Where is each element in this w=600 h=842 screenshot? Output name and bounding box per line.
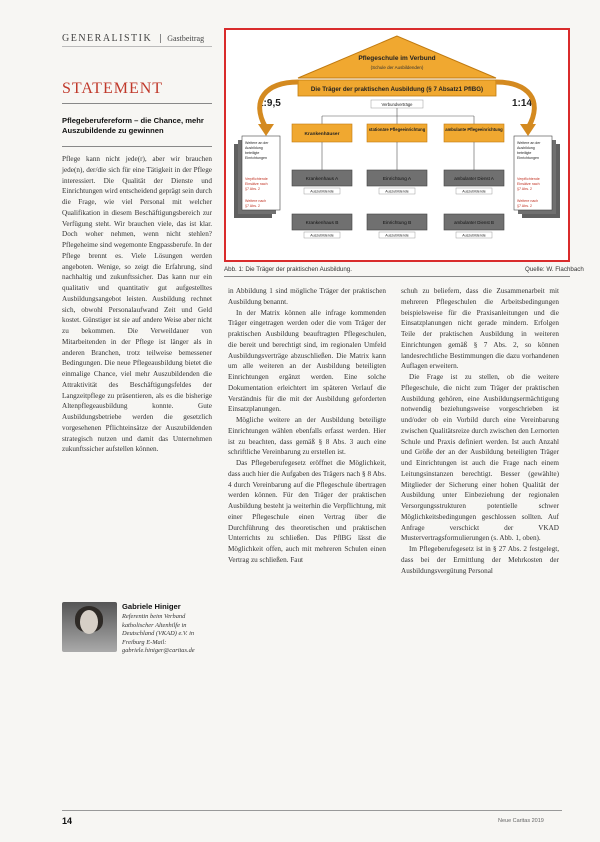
paragraph: Im Pflegeberufegesetz ist in § 27 Abs. 2 festgelegt, dass bei der Ermittlung der Mehrkosten der Ausbildungsvergütung Personal (401, 545, 559, 575)
column-2 (228, 286, 386, 566)
svg-text:§7 Abs. 2: §7 Abs. 2 (517, 187, 532, 191)
main-bar-label: Die Träger der praktischen Ausbildung (§ 7 Absatz1 PflBG) (310, 86, 484, 93)
arrow-left-head (258, 124, 274, 136)
svg-text:Ausbildung: Ausbildung (517, 146, 535, 150)
author-name: Gabriele Hiniger (122, 602, 181, 611)
svg-text:Einsätze nach: Einsätze nach (517, 182, 540, 186)
small-label-2: Auszubildende (385, 189, 409, 194)
svg-text:Verpflichtende: Verpflichtende (245, 177, 268, 181)
svg-text:Weitere nach: Weitere nach (245, 199, 267, 203)
low-box-label-3: ambulanter Dienst B (454, 220, 494, 225)
figure-source: Quelle: W. Flachbach (525, 266, 584, 273)
svg-text:Einrichtungen: Einrichtungen (517, 156, 539, 160)
paragraph: In der Matrix können alle infrage kommenden Träger eingetragen werden oder die vom Träger der praktischen Ausbildung beauftragten Pflegeschulen, die bereit und berechtigt sind, im regionalen Umfeld Ausbildungsverträge abzuschließen. Die Matrix kann um alle weiteren an der Ausbildung beteiligten Einrichtungen ergänzt werden. Eine solche Dokumentation erleichtert im späteren Verlauf die Verständnis für die mit der Ausbildung geforderten Einsatzplanungen. (228, 308, 386, 414)
figure-caption: Abb. 1: Die Träger der praktischen Ausbildung. (224, 266, 352, 273)
section-label: GENERALISTIK (62, 33, 153, 44)
top-box-label-1: Krankenhäuser (304, 132, 340, 137)
low-box-label-2: Einrichtung B (382, 221, 412, 226)
statement-divider (62, 103, 212, 104)
footer-text: Neue Caritas 2019 (498, 818, 544, 824)
side-right-text-1: Weitere an der (517, 141, 541, 145)
svg-text:Ausbildung: Ausbildung (245, 146, 263, 150)
paragraph: Das Pflegeberufegesetz eröffnet die Möglichkeit, dass auch hier die Aufgaben des Trägers nach § 8 Abs. 4 durch Vereinbarung auf die Pflegeschule übertragen werden können. Für den Träger der praktischen Ausbildung besteht ja weiterhin die Verpflichtung, mit einer Pflegeschule einen Vertrag über die Durchführung des theoretischen und praktischen Unterrichts zu schließen. Das PflBG lässt die Möglichkeit offen, auch mit mehreren Schulen einen Vertrag zu schließen. Faut (228, 459, 386, 564)
diagram-svg (226, 30, 568, 260)
figure-divider (224, 276, 570, 277)
svg-text:§7 Abs. 2: §7 Abs. 2 (517, 204, 532, 208)
author-photo (62, 602, 117, 652)
small-label-3: Auszubildende (462, 189, 486, 194)
top-box-label-3: ambulante Pflegeeinrichtung (445, 127, 503, 132)
author-face (80, 610, 98, 634)
header-divider (62, 46, 212, 47)
author-box (62, 602, 212, 655)
svg-text:beteiligte: beteiligte (245, 151, 260, 155)
paragraph: Die Frage ist zu stellen, ob die weitere Pflegeschule, die nicht zum Träger der praktischen Ausbildung gehören, eine Ausbildungsermächtigung notwendig beziehungsweise vorgeschrieben ist und/oder ob ein Vorbild durch eine Vereinbarung zwischen Qualitätsreize durch zwischen den Lernorten Schule und Praxis definiert werden. Ist auch Anzahl und Größe der an der Ausbildung beteiligten Träger und Einrichtungen ist auch die Frage nach einem Leitungsinstanzen berechtigt. Besser (gewählte) Mitglieder der Sicherung einer hohen Qualität der Ausbildung unter Einbeziehung der regionalen Versorgungsstrukturen potentielle schwer Möglichkeitsbedingungen geschlossen sollten. Auf Anfrage verschickt der VKAD Mustervertragsformulierungen (s. Abb. 1, oben). (401, 373, 559, 543)
svg-text:§7 Abs. 2: §7 Abs. 2 (245, 204, 260, 208)
small-label-5: Auszubildende (385, 233, 409, 238)
author-description: Referentin beim Verband katholischer Altenhilfe in Deutschland (VKAD) e.V. in Freiburg E-Mail: gabriele.hiniger@caritas.de (122, 613, 195, 655)
svg-text:Weitere nach: Weitere nach (517, 199, 539, 203)
small-label-4: Auszubildende (310, 233, 334, 238)
statement-heading: STATEMENT (62, 80, 164, 97)
svg-text:beteiligte: beteiligte (517, 151, 532, 155)
svg-text:Einsätze nach: Einsätze nach (245, 182, 268, 186)
section-header (62, 28, 204, 46)
arrow-right-head (520, 124, 536, 136)
paragraph: Mögliche weitere an der Ausbildung beteiligte Einrichtungen wählen ebenfalls erfasst werden. Hier ist zu beachten, dass gemäß § 8 Abs. 3 auch eine schriftliche Vereinbarung zu erstellen ist. (228, 416, 386, 457)
lead-text: Pflegeberufereform – die Chance, mehr Auszubildende zu gewinnen (62, 116, 204, 135)
small-label-1: Auszubildende (310, 189, 334, 194)
side-left-text-1: Weitere an der (245, 141, 269, 145)
svg-text:§7 Abs. 2: §7 Abs. 2 (245, 187, 260, 191)
page-number: 14 (62, 816, 73, 826)
roof-title: Pflegeschule im Verbund (358, 55, 436, 62)
contract-label: Verbundverträge (381, 102, 413, 107)
column-1 (62, 154, 212, 455)
mid-box-label-2: Einrichtung A (382, 177, 412, 182)
lead-divider (62, 146, 212, 147)
subsection-label: Gastbeitrag (160, 34, 204, 43)
ratio-left: 1:9,5 (258, 98, 281, 109)
ratio-right: 1:14 (512, 98, 533, 109)
small-label-6: Auszubildende (462, 233, 486, 238)
paragraph: in Abbildung 1 sind mögliche Träger der praktischen Ausbildung benannt. (228, 287, 386, 306)
svg-text:Einrichtungen: Einrichtungen (245, 156, 267, 160)
top-box-label-2: stationäre Pflegeeinrichtung (368, 127, 426, 132)
low-box-label-1: Krankenhaus B (305, 221, 339, 226)
diagram-figure (224, 28, 570, 262)
paragraph: schuh zu beliefern, dass die Zusammenarbeit mit mehreren Pflegeschulen die Arbeitsbedingungen beispielsweise für die Praxisanleitungen und die Einsatzplanungen nicht gerade mindern. Erfolgen Teile der praktischen Ausbildung in weiteren Einrichtungen gemäß § 7 Abs. 2, so können landesrechtliche Bestimmungen die dazu vorhandenen Auflagen erweitern. (401, 287, 559, 371)
bottom-divider (62, 810, 562, 811)
column-3 (401, 286, 559, 576)
mid-box-label-1: Krankenhaus A (305, 177, 339, 182)
paragraph: Pflege kann nicht jede(r), aber wir brauchen jede(n), der/die sich für eine Tätigkeit in der Pflege interessiert. Die Qualität der Dienste und Einrichtungen wird entscheidend geprägt sein durch die Frage, wie viel Personal mit welcher Qualifikation in diesem Beschäftigungsbereich zur Verfügung steht. Wir brauchen viele, das ist klar. Doch woher nehmen, wenn nicht stehlen? Pflegeheime sind wegemonte Engpassberufe. In der Pflege brennt es. Viele Lösungen werden angeboten. Wenige, so zeigt die Erfahrung, sind nachhaltig und zukunftssicher. Das kann nur ein qualitativ und quantitativ gut aufgestelltes Ausbildungsangebot leisten. Ausbildung rechnet sich, obwohl Personalaufwand Zeit und Geld kostet. Günstiger ist sie auf andere Weise aber nicht zu bekommen. Die Verweildauer von Mitarbeitenden in der Pflege ist länger als in anderen Branchen, trotz teilweise bemessener Bedingungen. Die neue Pflegeausbildung bietet die einmalige Chance, viel mehr Auszubildenden die Attraktivität des Beschäftigungsfeldes der Langzeitpflege zu präsentieren, als es die bisherige Altenpflegeausbildung konnte. Gute Ausbildungsbetriebe werden die gesetzlich vorgesehenen Pflichteinsätze der Auszubildenden strategisch nutzen und damit das Unternehmen zukunftssicher aufstellen können. (62, 155, 212, 454)
mid-box-label-3: ambulanter Dienst A (454, 176, 494, 181)
svg-text:Verpflichtende: Verpflichtende (517, 177, 540, 181)
roof-subtitle: (Schule der Ausbildenden) (370, 65, 424, 70)
